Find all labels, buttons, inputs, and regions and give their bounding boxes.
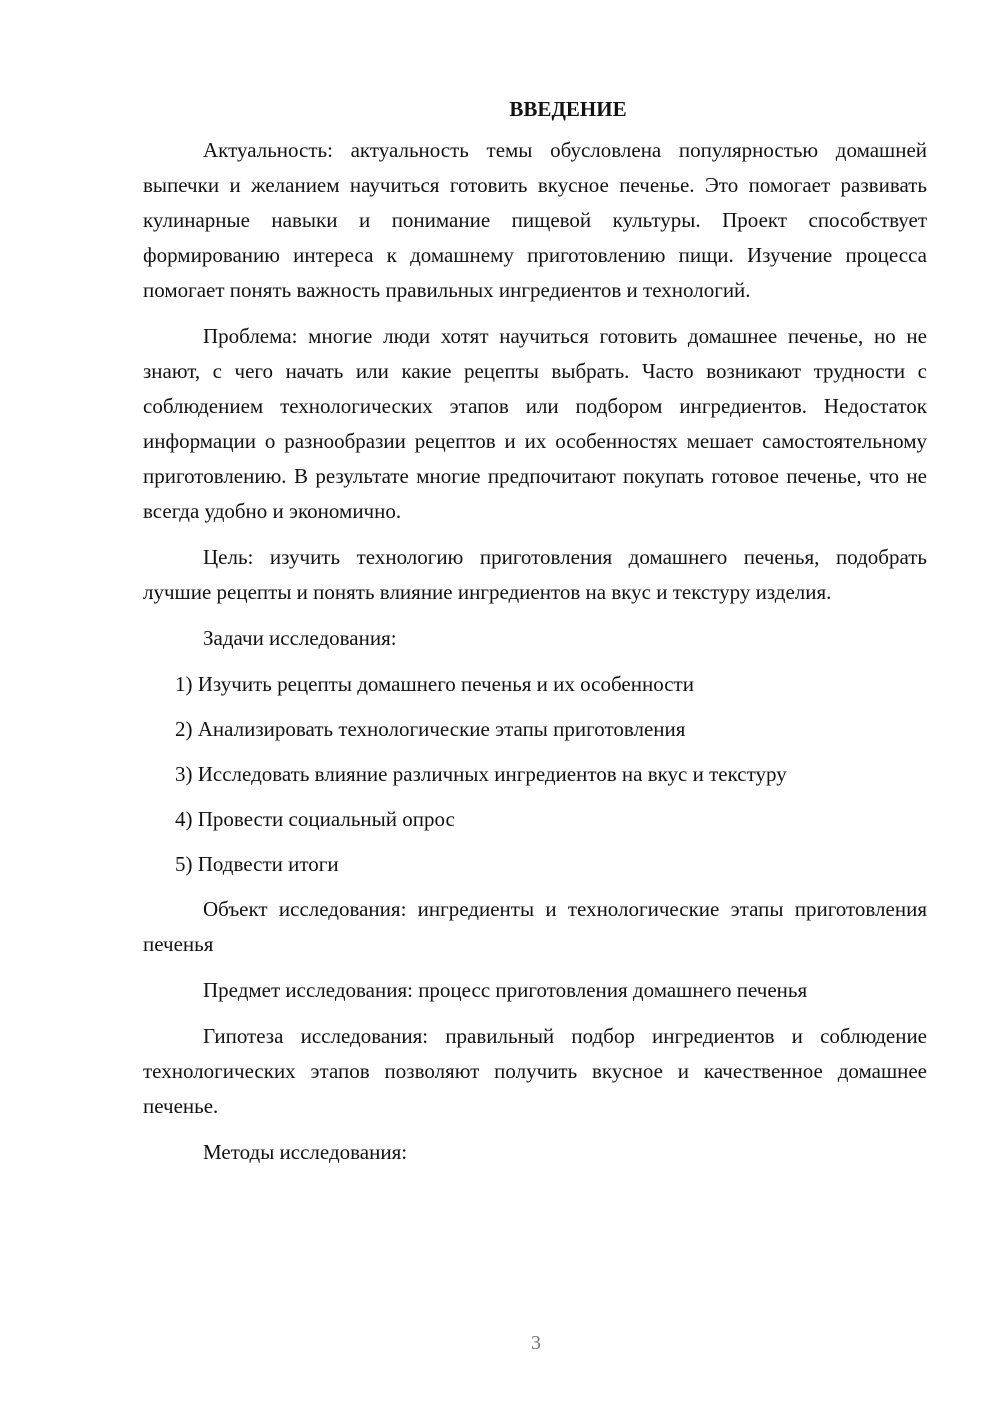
- tasks-heading: Задачи исследования:: [203, 626, 397, 650]
- page-number: 3: [531, 1332, 541, 1354]
- task-item-1: 1) Изучить рецепты домашнего печенья и их особенности: [175, 672, 694, 696]
- problem-paragraph: Проблема: многие люди хотят научиться готовить домашнее печенье, но не знают, с чего начать или какие рецепты выбрать. Часто возникают трудности с соблюдением технологических этапов или подбором ингредиентов. Недостаток информации о разнообразии рецептов и их особенностях мешает самостоятельному приготовлению. В результате многие предпочитают покупать готовое печенье, что не всегда удобно и экономично.: [143, 324, 927, 523]
- document-page: [143, 92, 927, 1181]
- section-title: ВВЕДЕНИЕ: [509, 97, 627, 121]
- task-item-4: 4) Провести социальный опрос: [175, 807, 455, 831]
- subject-paragraph: Предмет исследования: процесс приготовления домашнего печенья: [203, 978, 808, 1002]
- task-item-2: 2) Анализировать технологические этапы приготовления: [175, 717, 686, 741]
- hypothesis-paragraph: Гипотеза исследования: правильный подбор ингредиентов и соблюдение технологических этапов позволяют получить вкусное и качественное домашнее печенье.: [143, 1024, 927, 1118]
- goal-paragraph: Цель: изучить технологию приготовления домашнего печенья, подобрать лучшие рецепты и понять влияние ингредиентов на вкус и текстуру изделия.: [143, 545, 927, 604]
- relevance-paragraph: Актуальность: актуальность темы обусловлена популярностью домашней выпечки и желанием научиться готовить вкусное печенье. Это помогает развивать кулинарные навыки и понимание пищевой культуры. Проект способствует формированию интереса к домашнему приготовлению пищи. Изучение процесса помогает понять важность правильных ингредиентов и технологий.: [143, 138, 927, 302]
- object-paragraph: Объект исследования: ингредиенты и технологические этапы приготовления печенья: [143, 897, 927, 956]
- task-item-3: 3) Исследовать влияние различных ингредиентов на вкус и текстуру: [175, 762, 787, 786]
- task-item-5: 5) Подвести итоги: [175, 852, 339, 876]
- methods-heading: Методы исследования:: [203, 1140, 408, 1164]
